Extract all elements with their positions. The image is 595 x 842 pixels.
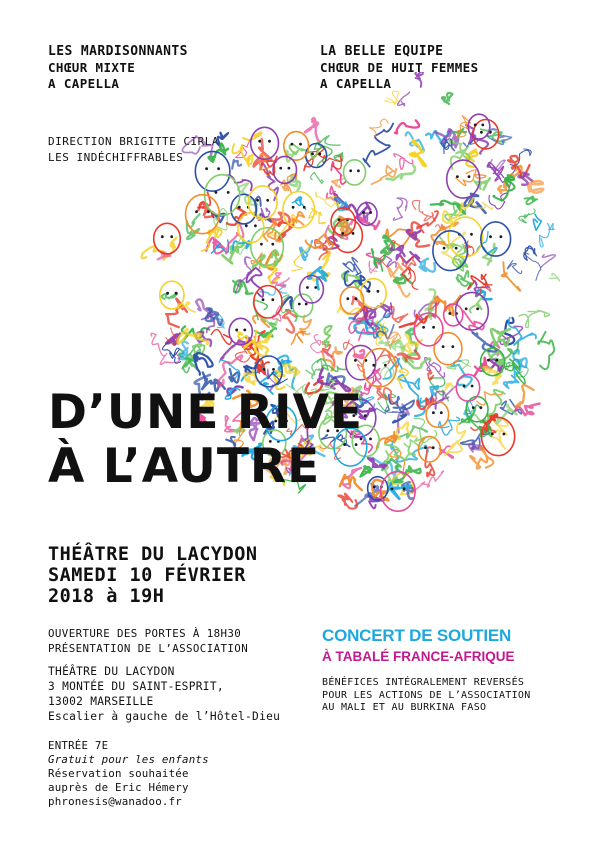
crayon-eye xyxy=(245,224,248,227)
door-info xyxy=(48,626,248,656)
benefits-line-2: POUR LES ACTIONS DE L’ASSOCIATION xyxy=(322,689,531,701)
support-beneficiary: À TABALÉ FRANCE-AFRIQUE xyxy=(322,649,515,664)
crayon-eye xyxy=(491,433,494,436)
poster-title xyxy=(48,386,363,494)
crayon-eye xyxy=(443,247,446,250)
crayon-eye xyxy=(262,298,265,301)
crayon-eye xyxy=(217,167,220,170)
crayon-eye xyxy=(306,286,309,289)
crayon-eye xyxy=(448,312,451,315)
crayon-eye xyxy=(354,359,357,362)
crayon-stroke xyxy=(162,342,180,363)
entry-reservation: Réservation souhaitée xyxy=(48,767,189,780)
entry-info xyxy=(48,739,209,809)
crayon-stroke xyxy=(470,447,493,469)
crayon-stroke xyxy=(417,211,438,232)
crayon-eye xyxy=(292,206,295,209)
crayon-stroke xyxy=(331,179,344,188)
crayon-eye xyxy=(318,153,321,156)
doors-opening: OUVERTURE DES PORTES À 18H30 xyxy=(48,627,242,640)
crayon-eye xyxy=(472,406,475,409)
crayon-stroke xyxy=(428,371,433,380)
crayon-eye xyxy=(369,438,372,441)
crayon-face xyxy=(456,292,489,330)
association-presentation: PRÉSENTATION DE L’ASSOCIATION xyxy=(48,642,249,655)
crayon-eye xyxy=(271,298,274,301)
crayon-face xyxy=(414,313,443,346)
choir-right-name: LA BELLE EQUIPE xyxy=(320,44,444,59)
entry-contact: auprès de Eric Hémery xyxy=(48,781,189,794)
crayon-eye xyxy=(314,286,317,289)
crayon-eye xyxy=(298,303,301,306)
crayon-eye xyxy=(341,232,344,235)
crayon-eye xyxy=(432,326,435,329)
crayon-eye xyxy=(227,191,230,194)
crayon-stroke xyxy=(335,194,371,218)
crayon-eye xyxy=(456,175,459,178)
address-street: 3 MONTÉE DU SAINT-ESPRIT, xyxy=(48,680,224,693)
crayon-stroke xyxy=(415,72,423,87)
event-venue-date xyxy=(48,544,257,607)
crayon-eye xyxy=(480,406,483,409)
crayon-eye xyxy=(368,290,371,293)
crayon-stroke xyxy=(363,124,393,167)
event-date: SAMEDI 10 FÉVRIER xyxy=(48,565,246,586)
crayon-stroke xyxy=(403,334,422,352)
support-heading: CONCERT DE SOUTIEN xyxy=(322,626,512,645)
crayon-eye xyxy=(346,297,349,300)
crayon-eye xyxy=(362,211,365,214)
crayon-stroke xyxy=(232,144,252,166)
crayon-eye xyxy=(161,235,164,238)
crayon-eye xyxy=(474,124,477,127)
crayon-stroke xyxy=(474,178,490,190)
crayon-eye xyxy=(489,235,492,238)
choir-right-style: A CAPELLA xyxy=(320,76,392,91)
crayon-eye xyxy=(455,247,458,250)
crayon-eye xyxy=(391,487,394,490)
crayon-face xyxy=(361,279,386,308)
crayon-face xyxy=(418,437,440,462)
choir-left-type: CHŒUR MIXTE xyxy=(48,60,136,75)
entry-free-children: Gratuit pour les enfants xyxy=(48,753,209,766)
entry-price: ENTRÉE 7E xyxy=(48,739,109,752)
crayon-eye xyxy=(432,446,435,449)
crayon-eye xyxy=(503,433,506,436)
address-city: 13002 MARSEILLE xyxy=(48,695,154,708)
crayon-eye xyxy=(357,169,360,172)
crayon-eye xyxy=(291,143,294,146)
crayon-eye xyxy=(481,124,484,127)
crayon-eye xyxy=(254,224,257,227)
title-line-1: D’UNE RIVE xyxy=(48,385,363,440)
crayon-eye xyxy=(207,210,210,213)
crayon-stroke xyxy=(442,93,452,104)
crayon-stroke xyxy=(519,311,550,328)
benefits-line-3: AU MALI ET AU BURKINA FASO xyxy=(322,702,487,713)
crayon-stroke xyxy=(283,364,299,375)
crayon-eye xyxy=(303,206,306,209)
crayon-stroke xyxy=(525,197,538,205)
crayon-face xyxy=(426,402,448,428)
crayon-eye xyxy=(256,199,259,202)
crayon-stroke xyxy=(550,273,560,284)
crayon-stroke xyxy=(311,172,323,183)
crayon-stroke xyxy=(393,198,407,220)
crayon-stroke xyxy=(420,259,435,272)
crayon-eye xyxy=(268,140,271,143)
crayon-stroke xyxy=(466,149,478,167)
crayon-eye xyxy=(442,345,445,348)
crayon-eye xyxy=(463,385,466,388)
crayon-stroke xyxy=(385,91,400,104)
crayon-eye xyxy=(263,368,266,371)
crayon-stroke xyxy=(538,332,554,370)
crayon-eye xyxy=(470,233,473,236)
crayon-eye xyxy=(468,175,471,178)
crayon-eye xyxy=(373,486,376,489)
crayon-eye xyxy=(364,414,367,417)
address-directions: Escalier à gauche de l’Hôtel-Dieu xyxy=(48,710,281,723)
choir-left-name: LES MARDISONNANTS xyxy=(48,44,188,59)
crayon-stroke xyxy=(291,332,309,345)
crayon-stroke xyxy=(386,332,400,347)
crayon-stroke xyxy=(541,255,555,268)
title-line-2: À L’AUTRE xyxy=(48,439,321,494)
crayon-stroke xyxy=(501,262,520,291)
crayon-face xyxy=(434,333,462,365)
crayon-stroke xyxy=(533,214,541,230)
crayon-eye xyxy=(271,243,274,246)
crayon-eye xyxy=(432,411,435,414)
crayon-eye xyxy=(355,297,358,300)
crayon-stroke xyxy=(166,299,187,328)
crayon-eye xyxy=(465,307,468,310)
crayon-eye xyxy=(279,167,282,170)
crayon-stroke xyxy=(232,160,241,169)
crayon-eye xyxy=(299,143,302,146)
crayon-eye xyxy=(311,153,314,156)
crayon-stroke xyxy=(394,154,413,170)
crayon-eye xyxy=(440,411,443,414)
crayon-eye xyxy=(260,243,263,246)
crayon-stroke xyxy=(540,223,555,247)
crayon-stroke xyxy=(445,423,465,455)
benefits-note xyxy=(322,677,531,715)
crayon-eye xyxy=(266,199,269,202)
crayon-eye xyxy=(288,167,291,170)
crayon-stroke xyxy=(355,350,364,358)
crayon-eye xyxy=(476,307,479,310)
crayon-eye xyxy=(495,359,498,362)
crayon-stroke xyxy=(507,260,521,273)
crayon-face xyxy=(344,160,366,185)
crayon-eye xyxy=(170,235,173,238)
crayon-eye xyxy=(349,169,352,172)
crayon-eye xyxy=(235,329,238,332)
crayon-stroke xyxy=(323,326,332,347)
crayon-stroke xyxy=(372,166,397,185)
crayon-eye xyxy=(372,364,375,367)
crayon-eye xyxy=(305,303,308,306)
crayon-eye xyxy=(175,292,178,295)
crayon-stroke xyxy=(283,310,296,333)
crayon-eye xyxy=(352,232,355,235)
choir-right-type: CHŒUR DE HUIT FEMMES xyxy=(320,60,479,75)
crayon-eye xyxy=(480,131,483,134)
direction-line: DIRECTION BRIGITTE CIRLA xyxy=(48,135,219,148)
crayon-stroke xyxy=(457,271,473,286)
crayon-eye xyxy=(471,385,474,388)
crayon-eye xyxy=(166,292,169,295)
crayon-eye xyxy=(258,140,261,143)
support-concert xyxy=(322,625,515,667)
crayon-eye xyxy=(238,206,241,209)
choir-left-style: A CAPELLA xyxy=(48,76,120,91)
crayon-eye xyxy=(487,359,490,362)
crayon-eye xyxy=(215,191,218,194)
crayon-face xyxy=(273,156,296,183)
crayon-eye xyxy=(272,368,275,371)
crayon-stroke xyxy=(463,194,485,213)
crayon-stroke xyxy=(397,369,408,389)
crayon-stroke xyxy=(182,136,212,158)
crayon-face xyxy=(456,374,479,401)
event-time: 2018 à 19H xyxy=(48,586,165,607)
crayon-eye xyxy=(451,345,454,348)
crayon-stroke xyxy=(293,212,305,225)
crayon-stroke xyxy=(515,385,533,407)
entry-email: phronesis@wanadoo.fr xyxy=(48,795,183,808)
crayon-eye xyxy=(243,329,246,332)
crayon-stroke xyxy=(235,257,251,293)
venue-address xyxy=(48,664,280,724)
crayon-eye xyxy=(369,211,372,214)
crayon-eye xyxy=(384,364,387,367)
crayon-face xyxy=(433,231,468,271)
crayon-eye xyxy=(424,446,427,449)
crayon-eye xyxy=(377,290,380,293)
crayon-stroke xyxy=(162,293,178,299)
crayon-eye xyxy=(422,326,425,329)
benefits-line-1: BÉNÉFICES INTÉGRALEMENT REVERSÉS xyxy=(322,677,525,688)
crayon-eye xyxy=(403,487,406,490)
crayon-stroke xyxy=(464,241,474,256)
crayon-stroke xyxy=(528,181,543,192)
event-venue: THÉÂTRE DU LACYDON xyxy=(48,544,258,565)
ensemble-line: LES INDÉCHIFFRABLES xyxy=(48,151,184,164)
crayon-stroke xyxy=(404,437,425,447)
crayon-face xyxy=(447,160,480,198)
address-venue: THÉÂTRE DU LACYDON xyxy=(48,665,175,678)
crayon-eye xyxy=(195,210,198,213)
crayon-stroke xyxy=(338,494,357,509)
crayon-eye xyxy=(205,167,208,170)
crayon-eye xyxy=(500,235,503,238)
crayon-stroke xyxy=(470,296,483,313)
